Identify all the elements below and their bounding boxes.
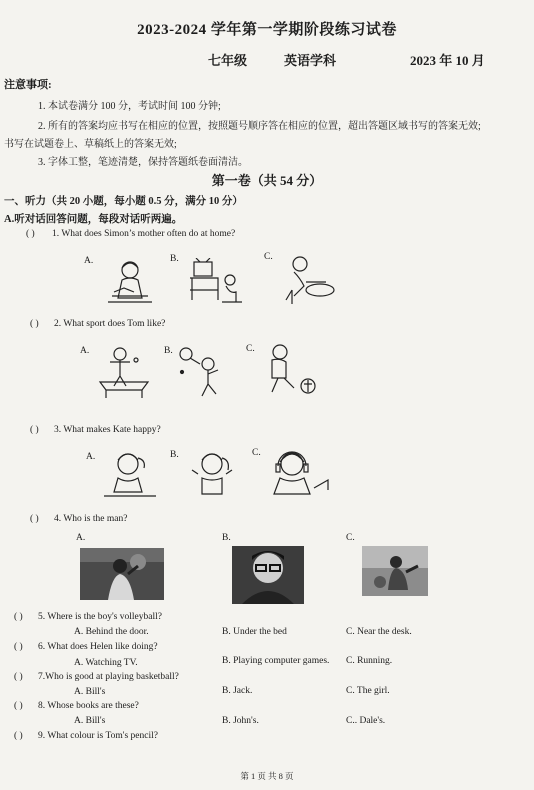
basketball-player-photo (80, 548, 164, 600)
option-label: C. (346, 533, 355, 543)
option-label: C. (246, 344, 255, 354)
option-a: A. Behind the door. (74, 627, 149, 637)
question-text: 4. Who is the man? (54, 514, 128, 524)
answer-paren: ( ) (14, 642, 23, 652)
option-label: A. (86, 452, 96, 462)
option-label: C. (264, 252, 273, 262)
answer-paren: ( ) (14, 612, 23, 622)
option-c: C. Near the desk. (346, 627, 412, 637)
woman-washing-illustration (280, 254, 340, 308)
question-text: 3. What makes Kate happy? (54, 425, 161, 435)
option-b: B. Jack. (222, 686, 253, 696)
option-label: A. (80, 346, 90, 356)
option-a: A. Bill's (74, 716, 106, 726)
answer-paren: ( ) (26, 229, 35, 239)
exam-title: 2023-2024 学年第一学期阶段练习试卷 (137, 22, 397, 38)
question-text: 1. What does Simon’s mother often do at home? (52, 229, 236, 239)
option-a: A. Bill's (74, 687, 106, 697)
question-text: 7.Who is good at playing basketball? (38, 672, 179, 682)
option-label: B. (170, 254, 179, 264)
option-b: B. John's. (222, 716, 259, 726)
option-c: C.. Dale's. (346, 716, 386, 726)
girl-music-illustration (266, 448, 332, 502)
woman-reading-illustration (100, 258, 160, 308)
note-item: 3. 字体工整，笔迹清楚，保持答题纸卷面清洁。 (38, 157, 248, 168)
option-b: B. Playing computer games. (222, 656, 330, 666)
question-text: 5. Where is the boy's volleyball? (38, 612, 162, 622)
note-item: 1. 本试卷满分 100 分，考试时间 100 分钟; (38, 101, 221, 112)
question-text: 2. What sport does Tom like? (54, 319, 166, 329)
option-label: B. (170, 450, 179, 460)
athlete-photo (362, 546, 428, 596)
football-illustration (258, 342, 318, 400)
option-b: B. Under the bed (222, 627, 287, 637)
answer-paren: ( ) (14, 672, 23, 682)
question-text: 6. What does Helen like doing? (38, 642, 158, 652)
girl-happy-illustration (182, 450, 242, 500)
part-heading: 一、听力（共 20 小题，每小题 0.5 分，满分 10 分） (4, 196, 243, 207)
option-label: B. (222, 533, 231, 543)
option-c: C. Running. (346, 656, 393, 666)
option-label: B. (164, 346, 173, 356)
subject-label: 英语学科 (284, 53, 337, 68)
answer-paren: ( ) (14, 731, 23, 741)
option-a: A. Watching TV. (74, 658, 138, 668)
notes-heading: 注意事项: (4, 79, 52, 91)
man-with-glasses-photo (232, 546, 304, 604)
option-label: A. (84, 256, 94, 266)
table-tennis-illustration (96, 346, 156, 400)
note-item: 2. 所有的答案均应书写在相应的位置，按照题号顺序答在相应的位置，超出答题区域书写的答案无效; (38, 121, 481, 132)
answer-paren: ( ) (30, 514, 39, 524)
grade-label: 七年级 (208, 53, 248, 68)
question-text: 8. Whose books are these? (38, 701, 139, 711)
page-footer: 第 1 页 共 8 页 (240, 771, 294, 781)
part-instruction: A.听对话回答问题，每段对话听两遍。 (4, 214, 183, 225)
option-c: C. The girl. (346, 686, 390, 696)
option-label: C. (252, 448, 261, 458)
badminton-illustration (178, 344, 228, 400)
option-label: A. (76, 533, 86, 543)
section-title: 第一卷（共 54 分） (211, 173, 323, 188)
note-item: 书写在试题卷上、草稿纸上的答案无效; (4, 139, 177, 150)
date-label: 2023 年 10 月 (410, 53, 485, 68)
girl-studying-illustration (100, 450, 160, 502)
tv-watching-illustration (186, 258, 246, 308)
answer-paren: ( ) (30, 319, 39, 329)
answer-paren: ( ) (30, 425, 39, 435)
answer-paren: ( ) (14, 701, 23, 711)
question-text: 9. What colour is Tom's pencil? (38, 731, 158, 741)
